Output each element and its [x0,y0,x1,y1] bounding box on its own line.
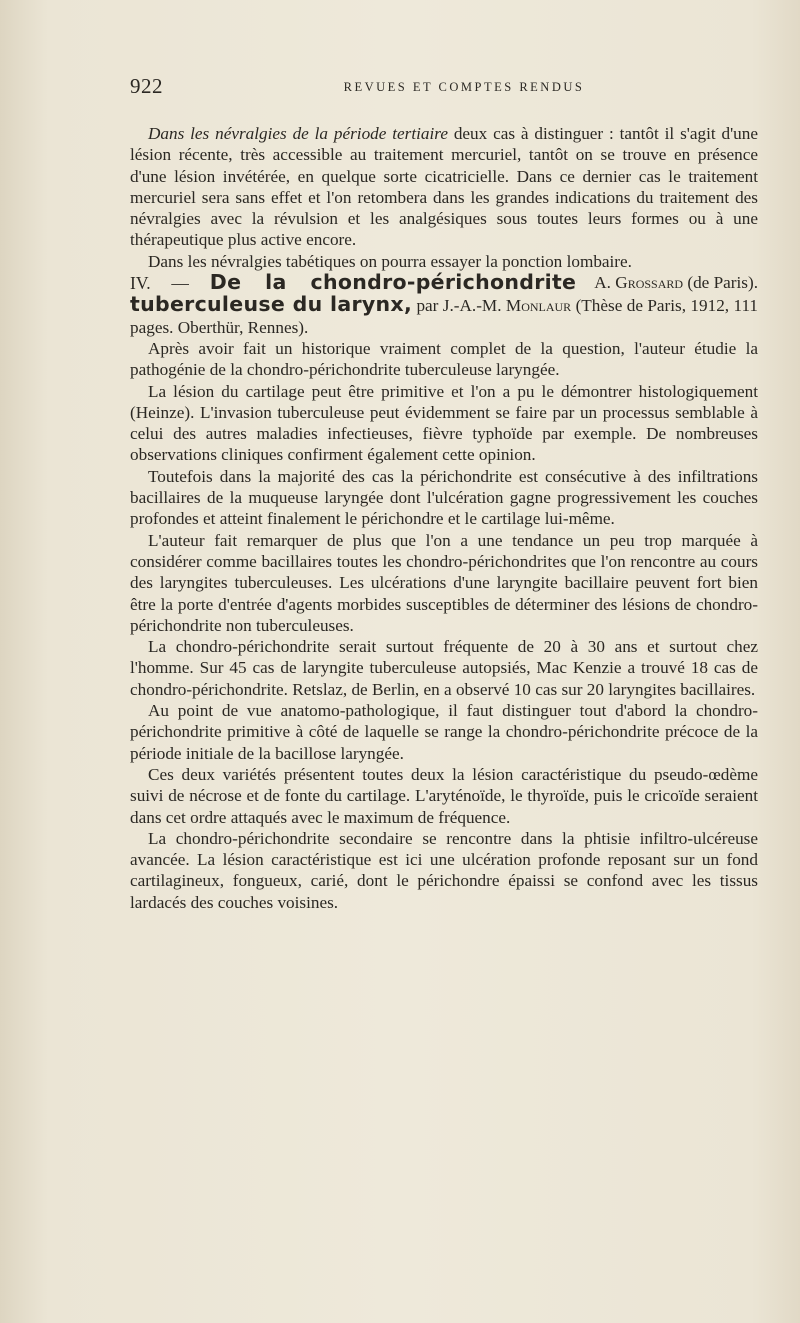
body-paragraph: Au point de vue anatomo-pathologique, il faut distinguer tout d'abord la chondro-périchondrite primitive à côté de laquelle se range la chondro-périchondrite précoce de la période initiale de la bacillose laryngée. [130,701,758,763]
section-title: De la chondro-périchondrite tuberculeuse du larynx, [130,270,577,317]
body-paragraph: La chondro-périchondrite secondaire se rencontre dans la phtisie infiltro-ulcéreuse avancée. La lésion caractéristique est ici une ulcération profonde reposant sur un fond cartilagineux, fongueux, carié, dont le périchondre épaissi se confond avec les tissus lardacés des couches voisines. [130,828,758,912]
review-signature: A. Grossard (de Paris). [594,273,758,293]
subsection-lead: Dans les névralgies de la période tertiaire [148,124,448,143]
body-paragraph: Toutefois dans la majorité des cas la périchondrite est consécutive à des infiltrations bacillaires de la muqueuse laryngée dont l'ulcération gagne progressivement les couches profondes et atteint finalement le périchondre et le cartilage lui-même. [130,466,758,529]
paragraph-text: deux cas à distinguer : tantôt il s'agit d'une lésion récente, très accessible au traitement mercuriel, tantôt on se trouve en présence d'une lésion invétérée, en quelque sorte cicatricielle. Dans ce dernier cas le traitement mercuriel sera sans effet et l'on retombera dans les grandes indications du traitement des névralgies avec la révulsion et les analgésiques sous toutes leurs formes ou à une thérapeutique plus active encore. [130,124,758,250]
body-paragraph: La chondro-périchondrite serait surtout fréquente de 20 à 30 ans et surtout chez l'homme. Sur 45 cas de laryngite tuberculeuse autopsiés, Mac Kenzie a trouvé 18 cas de chondro-périchondrite. Retslaz, de Berlin, en a observé 10 cas sur 20 laryngites bacillaires. [130,637,758,699]
section-citation: (Thèse de Paris, 1912, 111 pages. Oberthür, Rennes). [130,296,758,337]
article-body [130,123,758,913]
body-paragraph: Après avoir fait un historique vraiment complet de la question, l'auteur étudie la pathogénie de la chondro-périchondrite tuberculeuse laryngée. [130,338,758,380]
running-title: REVUES ET COMPTES RENDUS [343,80,585,94]
paragraph-text: Dans les névralgies tabétiques on pourra essayer la ponction lombaire. [148,251,632,271]
page-number: 922 [130,74,163,98]
section-author: Monlaur [505,296,572,316]
previous-review-paragraph [130,123,758,251]
section-number: IV. — [130,273,210,294]
page-header [130,72,758,102]
body-paragraph: Ces deux variétés présentent toutes deux la lésion caractéristique du pseudo-œdème suivi de nécrose et de fonte du cartilage. L'aryténoïde, le thyroïde, puis le cricoïde seraient dans cet ordre attaqués avec le maximum de fréquence. [130,764,758,827]
section-heading: IV. — De la chondro-périchondrite tuberculeuse du larynx, par J.-A.-M. Monlaur (Thèse de Paris, 1912, 111 pages. Oberthür, Rennes). [130,270,758,337]
body-paragraph: La lésion du cartilage peut être primitive et l'on a pu le démontrer histologiquement (Heinze). L'invasion tuberculeuse peut évidemment se faire par un processus semblable à celui des autres maladies infectieuses, fièvre typhoïde par exemple. De nombreuses observations cliniques confirment également cette opinion. [130,381,758,465]
body-paragraph: L'auteur fait remarquer de plus que l'on a une tendance un peu trop marquée à considérer comme bacillaires toutes les chondro-périchondrites que l'on rencontre au cours des laryngites tuberculeuses. Les ulcérations d'une laryngite bacillaire peuvent fort bien être la porte d'entrée d'agents morbides susceptibles de déterminer des lésions de chondro-périchondrite non tuberculeuses. [130,530,758,635]
